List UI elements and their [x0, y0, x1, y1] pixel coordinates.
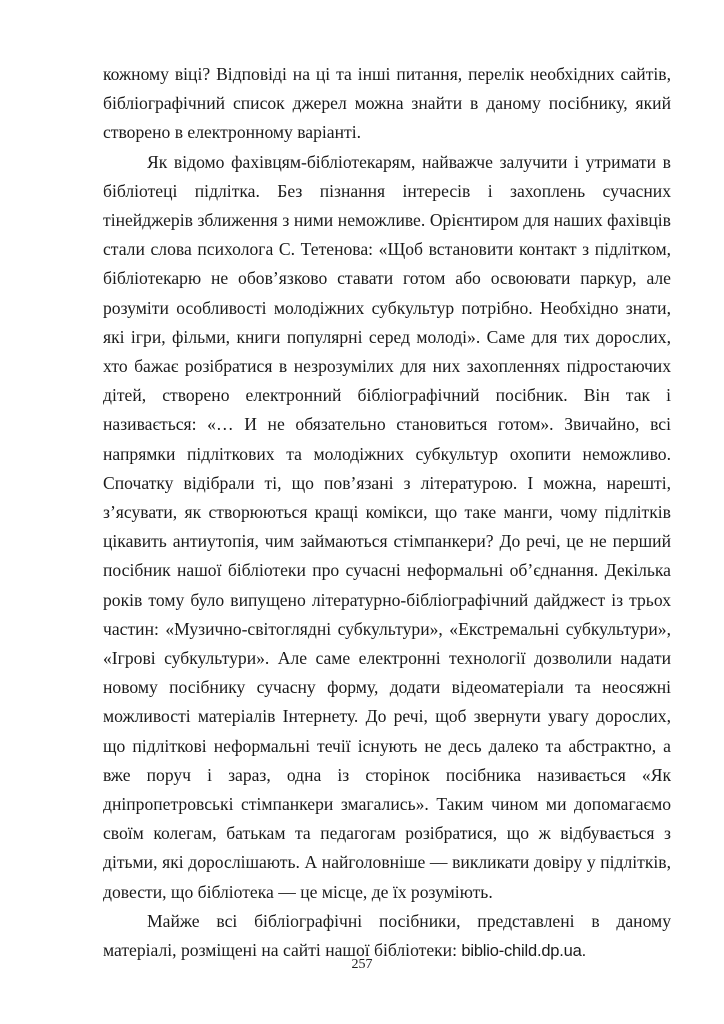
site-link[interactable]: biblio-child.dp.ua. — [461, 942, 587, 961]
page-number: 257 — [351, 957, 373, 972]
paragraph-1: кожному віці? Відповіді на ці та інші питання, перелік необхідних сайтів, бібліографічний список джерел можна знайти в даному посібнику, який створено в електронному варіанті. — [103, 64, 671, 143]
paragraph-2: Як відомо фахівцям-бібліотекарям, найважче залучити і утримати в бібліотеці підлітка. Без пізнання інтересів і захоплень сучасних тінейджерів зближення з ними неможливе. Орієнтиром для наших фахівців стали слова психолога С. Тетенова: «Щоб встановити контакт з підлітком, бібліотекарю не обов’язково ставати готом або освоювати паркур, але розуміти особливості молодіжних субкультур потрібно. Необхідно знати, які ігри, фільми, книги популярні серед молоді». Саме для тих дорослих, хто бажає розібратися в незрозумілих для них захопленнях підростаючих дітей, створено електронний бібліографічний посібник. Він так і називається: «… И не обязательно становиться готом». Звичайно, всі напрямки підліткових та молодіжних субкультур охопити неможливо. Спочатку відібрали ті, що пов’язані з літературою. І можна, нарешті, з’ясувати, як створюються кращі комікси, що таке манги, чому підлітків цікавить антиутопія, чим займаються стімпанкери? До речі, це не перший посібник нашої бібліотеки про сучасні неформальні об’єднання. Декілька років тому було випущено літературно-бібліографічний дайджест із трьох частин: «Музично-світоглядні субкультури», «Екстремальні субкультури», «Ігрові субкультури». Але саме електронні технології дозволили надати новому посібнику сучасну форму, додати відеоматеріали та неосяжні можливості матеріалів Інтернету. До речі, щоб звернути увагу дорослих, що підліткові неформальні течії існують не десь далеко та абстрактно, а вже поруч і зараз, одна із сторінок посібника називається «Як дніпропетровські стімпанкери змагались». Таким чином ми допомагаємо своїм колегам, батькам та педагогам розібратися, що ж відбувається з дітьми, які дорослішають. А найголовніше — викликати довіру у підлітків, довести, що бібліотека — це місце, де їх розуміють. — [103, 151, 671, 902]
page-body — [103, 60, 671, 966]
paragraph-3-text: Майже всі бібліографічні посібники, представлені в даному матеріалі, розміщені на сайті нашої бібліотеки: — [103, 910, 671, 961]
